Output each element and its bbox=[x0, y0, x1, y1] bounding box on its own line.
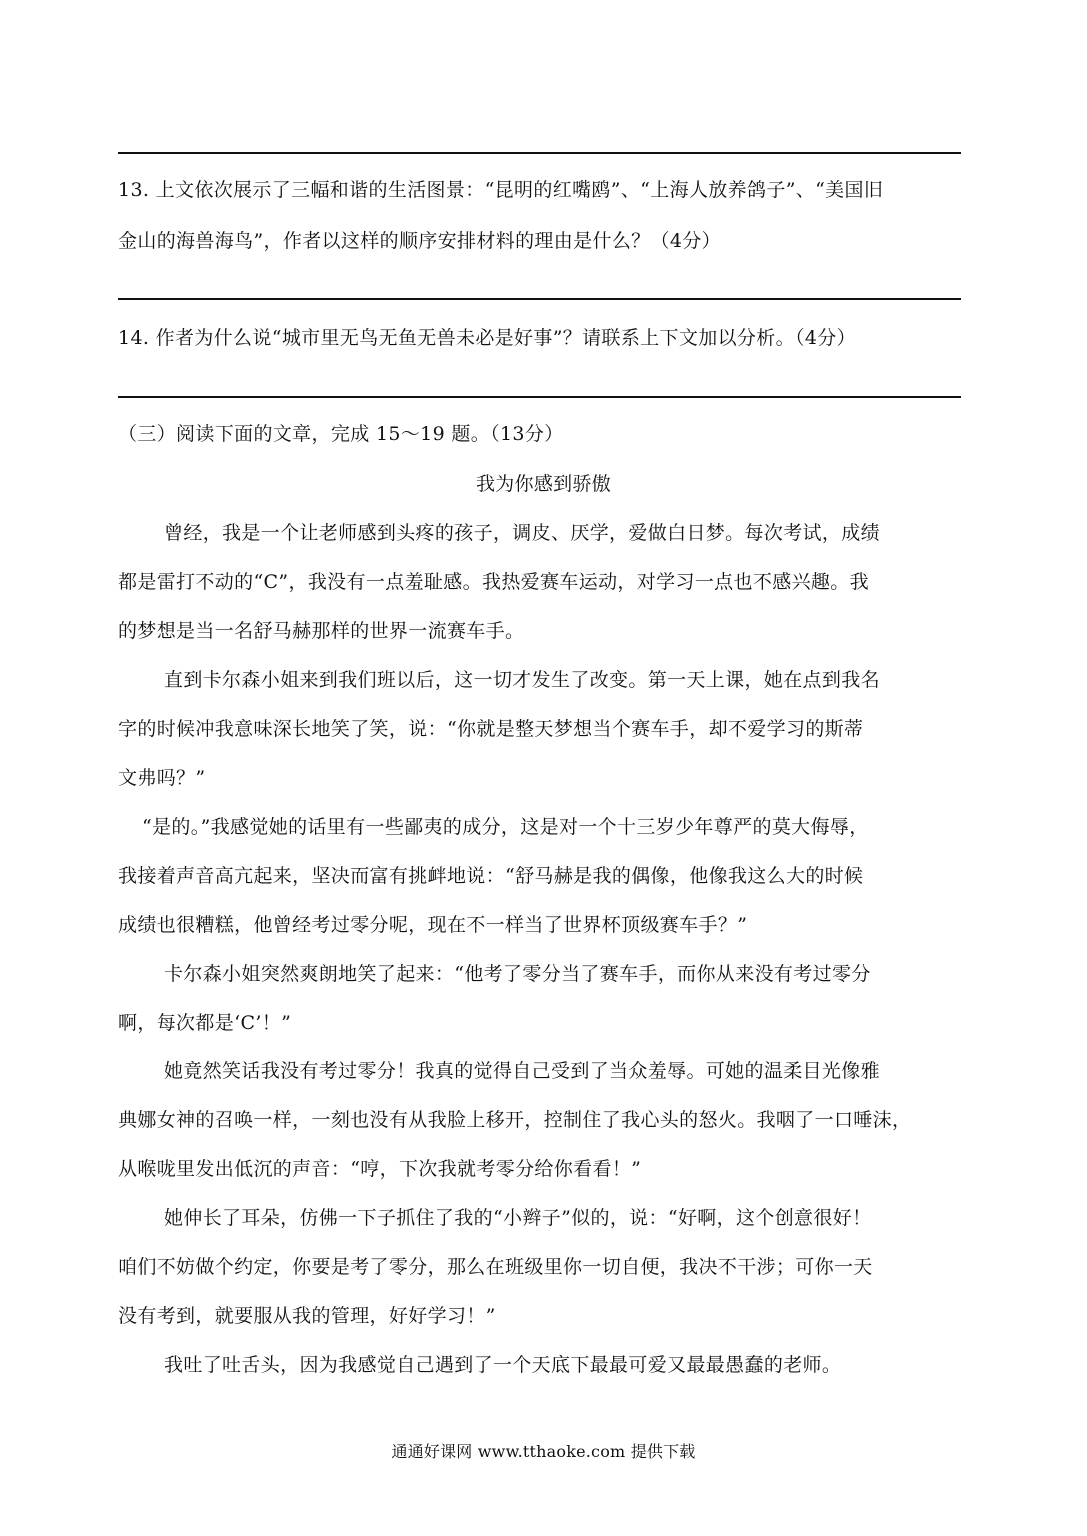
paragraph-line: 从喉咙里发出低沉的声音：“哼，下次我就考零分给你看看！” bbox=[118, 1158, 642, 1180]
paragraph-line: 直到卡尔森小姐来到我们班以后，这一切才发生了改变。第一天上课，她在点到我名 bbox=[164, 669, 880, 691]
paragraph-line: 文弗吗？” bbox=[118, 767, 206, 789]
paragraph-line: 字的时候冲我意味深长地笑了笑，说：“你就是整天梦想当个赛车手，却不爱学习的斯蒂 bbox=[118, 718, 864, 740]
question-13-line-1: 13. 上文依次展示了三幅和谐的生活图景：“昆明的红嘴鸥”、“上海人放养鸽子”、“美国旧 bbox=[118, 179, 884, 201]
paragraph-line: 没有考到，就要服从我的管理，好好学习！” bbox=[118, 1305, 496, 1327]
section-heading: （三）阅读下面的文章，完成 15～19 题。（13分） bbox=[118, 423, 564, 445]
answer-line-1 bbox=[118, 152, 961, 154]
paragraph-line: 我接着声音高亢起来，坚决而富有挑衅地说：“舒马赫是我的偶像，他像我这么大的时候 bbox=[118, 865, 864, 887]
answer-line-2 bbox=[118, 298, 961, 300]
answer-line-3 bbox=[118, 396, 961, 398]
paragraph-line: 典娜女神的召唤一样，一刻也没有从我脸上移开，控制住了我心头的怒火。我咽了一口唾沫， bbox=[118, 1109, 912, 1131]
paragraph-line: 她伸长了耳朵，仿佛一下子抓住了我的“小辫子”似的，说：“好啊，这个创意很好！ bbox=[164, 1207, 872, 1229]
paragraph-line: 成绩也很糟糕，他曾经考过零分呢，现在不一样当了世界杯顶级赛车手？” bbox=[118, 914, 748, 936]
paragraph-line: 都是雷打不动的“C”，我没有一点羞耻感。我热爱赛车运动，对学习一点也不感兴趣。我 bbox=[118, 571, 869, 593]
page-footer: 通通好课网 www.tthaoke.com 提供下载 bbox=[391, 1442, 696, 1461]
question-14-line-1: 14. 作者为什么说“城市里无鸟无鱼无兽未必是好事”？请联系上下文加以分析。（4分） bbox=[118, 327, 856, 349]
paragraph-line: “是的。”我感觉她的话里有一些鄙夷的成分，这是对一个十三岁少年尊严的莫大侮辱， bbox=[142, 816, 869, 838]
paragraph-line: 啊，每次都是‘C’！” bbox=[118, 1012, 292, 1034]
paragraph-line: 我吐了吐舌头，因为我感觉自己遇到了一个天底下最最可爱又最最愚蠢的老师。 bbox=[164, 1354, 842, 1376]
paragraph-line: 咱们不妨做个约定，你要是考了零分，那么在班级里你一切自便，我决不干涉；可你一天 bbox=[118, 1256, 873, 1278]
paragraph-line: 的梦想是当一名舒马赫那样的世界一流赛车手。 bbox=[118, 620, 525, 642]
paragraph-line: 曾经，我是一个让老师感到头疼的孩子，调皮、厌学，爱做白日梦。每次考试，成绩 bbox=[164, 522, 880, 544]
paragraph-line: 她竟然笑话我没有考过零分！我真的觉得自己受到了当众羞辱。可她的温柔目光像雅 bbox=[164, 1060, 880, 1082]
question-13-line-2: 金山的海兽海鸟”，作者以这样的顺序安排材料的理由是什么？（4分） bbox=[118, 230, 722, 252]
passage-title: 我为你感到骄傲 bbox=[475, 473, 612, 495]
paragraph-line: 卡尔森小姐突然爽朗地笑了起来：“他考了零分当了赛车手，而你从来没有考过零分 bbox=[164, 963, 871, 985]
